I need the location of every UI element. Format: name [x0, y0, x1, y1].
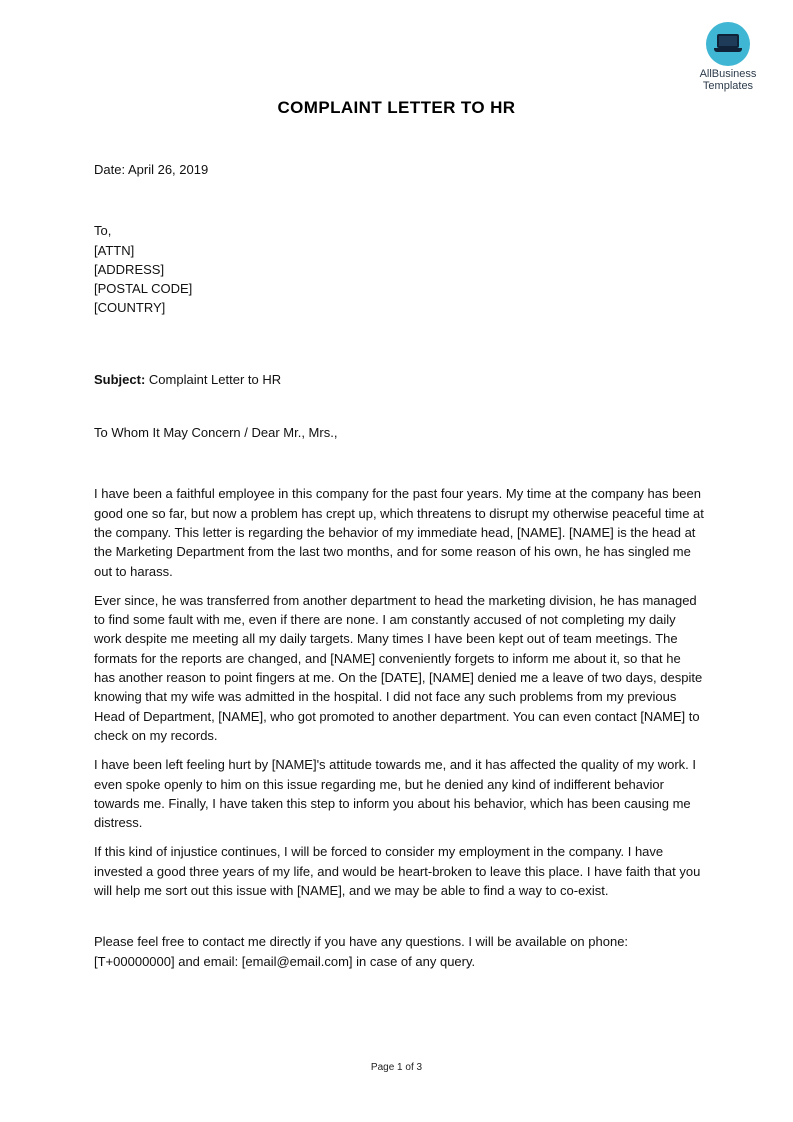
body-paragraph: If this kind of injustice continues, I will be forced to consider my employment in the company. I have invested a good three years of my life, and would be heart-broken to leave this place. I have faith that you will help me sort out this issue with [NAME], and we may be able to find a way to co-exist.	[94, 844, 701, 899]
subject-text: Complaint Letter to HR	[148, 371, 282, 387]
subject-line	[94, 370, 704, 389]
address-line: [POSTAL CODE]	[94, 281, 193, 297]
body-paragraph: I have been a faithful employee in this company for the past four years. My time at the company has been good one so far, but now a problem has crept up, which threatens to disrupt my otherwise peaceful time at the company. This letter is regarding the behavior of my immediate head, [NAME]. [NAME] is the head at the Marketing Department from the last two months, and for some reason of his own, he has singled me out to harass.	[94, 486, 704, 579]
recipient-address	[94, 221, 704, 317]
allbusiness-templates-logo	[688, 22, 768, 92]
closing-paragraph: Please feel free to contact me directly if you have any questions. I will be available on phone: [T+00000000] and email: [email@email.com] in case of any query.	[94, 934, 629, 969]
letter-date: Date: April 26, 2019	[94, 162, 209, 177]
body-paragraph: I have been left feeling hurt by [NAME]'s attitude towards me, and it has affected the quality of my work. I even spoke openly to him on this issue regarding me, but he denied any kind of indifferent behavior towards me. Finally, I have taken this step to inform you about his behavior, which has been causing me distress.	[94, 757, 696, 831]
logo-text: AllBusiness Templates	[699, 68, 757, 92]
document-title: COMPLAINT LETTER TO HR	[277, 98, 516, 117]
body-paragraph: Ever since, he was transferred from another department to head the marketing division, he has managed to find some fault with me, even if there are none. I am constantly accused of not completing my daily work despite me meeting all my daily targets. Many times I have been kept out of team meetings. The formats for the reports are changed, and [NAME] conveniently forgets to inform me about it, so that he has another reason to point fingers at me. On the [DATE], [NAME] denied me a leave of two days, despite knowing that my wife was admitted in the hospital. I did not face any such problems from my previous Head of Department, [NAME], who got promoted to another department. You can even contact [NAME] to check on my records.	[94, 592, 703, 743]
letter-body	[94, 160, 704, 981]
laptop-icon	[706, 22, 750, 66]
address-to: To,	[94, 223, 112, 239]
address-line: [COUNTRY]	[94, 300, 166, 316]
page-number: Page 1 of 3	[370, 1062, 423, 1073]
salutation: To Whom It May Concern / Dear Mr., Mrs.,	[94, 425, 338, 441]
address-line: [ADDRESS]	[94, 261, 165, 277]
address-line: [ATTN]	[94, 242, 135, 258]
subject-label: Subject:	[94, 371, 146, 387]
